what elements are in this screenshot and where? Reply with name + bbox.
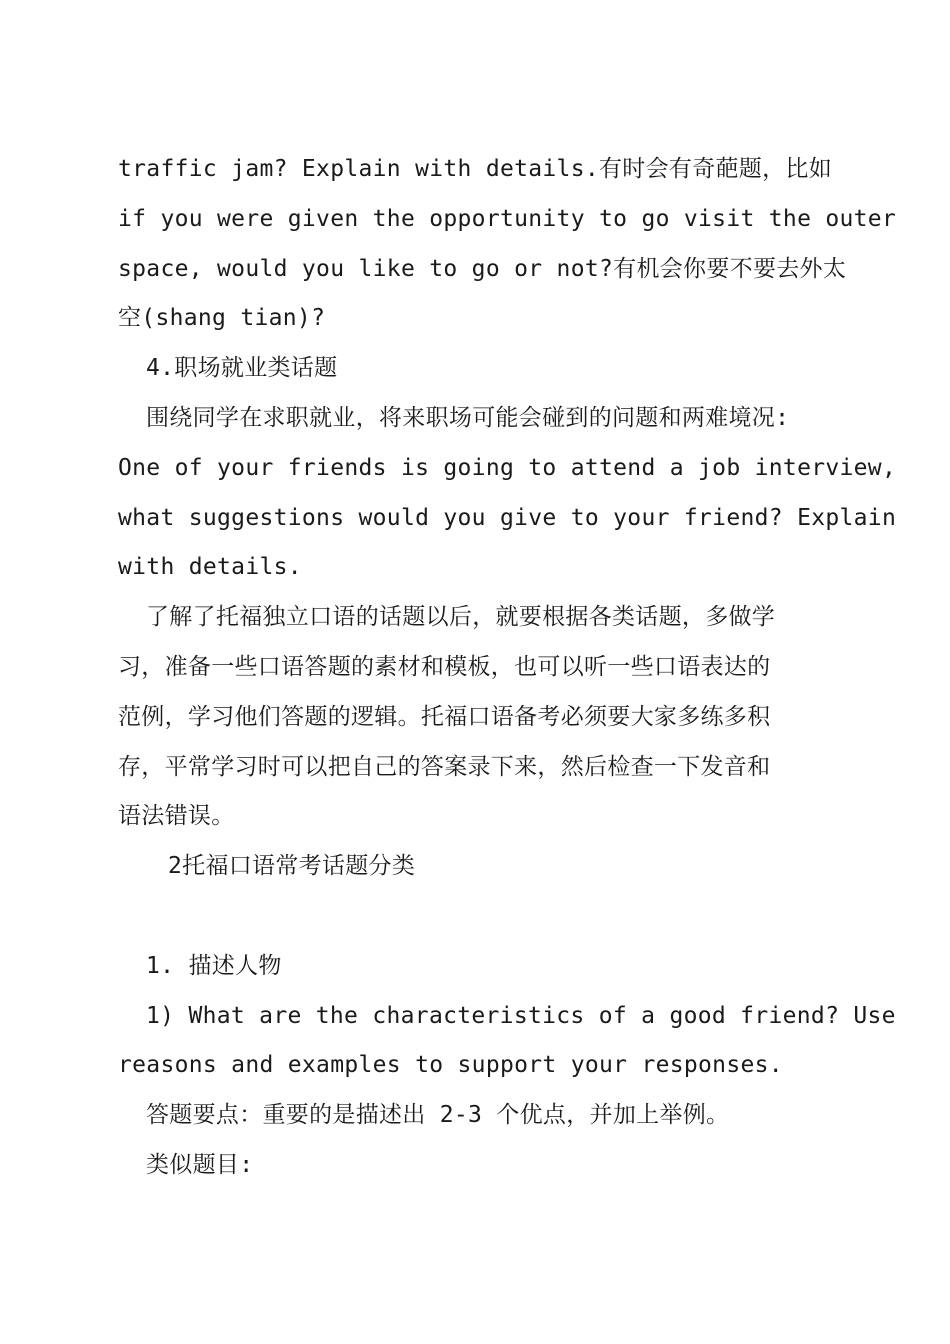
- text-line: 范例，学习他们答题的逻辑。托福口语备考必须要大家多练多积: [118, 703, 771, 730]
- text-line: if you were given the opportunity to go visit the outer: [118, 205, 897, 232]
- document-body: [118, 145, 897, 1191]
- text-line: 答题要点：重要的是描述出 2-3 个优点，并加上举例。: [146, 1102, 730, 1129]
- section-heading: 4.职场就业类话题: [146, 355, 338, 382]
- text-line: what suggestions would you give to your friend? Explain: [118, 504, 897, 531]
- text-line: 习，准备一些口语答题的素材和模板，也可以听一些口语表达的: [118, 653, 771, 680]
- text-line: with details.: [118, 554, 302, 581]
- text-line: traffic jam? Explain with details.有时会有奇葩题，比如: [118, 156, 833, 182]
- section-title: 2托福口语常考话题分类: [168, 853, 416, 880]
- text-line: 语法错误。: [118, 803, 235, 830]
- blank-line: [118, 892, 838, 942]
- text-line: 空(shang tian)?: [118, 305, 326, 332]
- text-line: 1) What are the characteristics of a good friend? Use: [146, 1002, 896, 1029]
- text-line: 围绕同学在求职就业，将来职场可能会碰到的问题和两难境况:: [146, 404, 790, 431]
- text-line: 存，平常学习时可以把自己的答案录下来，然后检查一下发音和: [118, 753, 771, 780]
- text-line: reasons and examples to support your responses.: [118, 1052, 783, 1079]
- subsection-heading: 1. 描述人物: [146, 952, 282, 979]
- text-line: space, would you like to go or not?有机会你要不要去外太: [118, 255, 847, 282]
- text-line: One of your friends is going to attend a job interview,: [118, 454, 897, 481]
- text-line: 类似题目:: [146, 1151, 254, 1178]
- text-line: 了解了托福独立口语的话题以后，就要根据各类话题，多做学: [146, 604, 776, 631]
